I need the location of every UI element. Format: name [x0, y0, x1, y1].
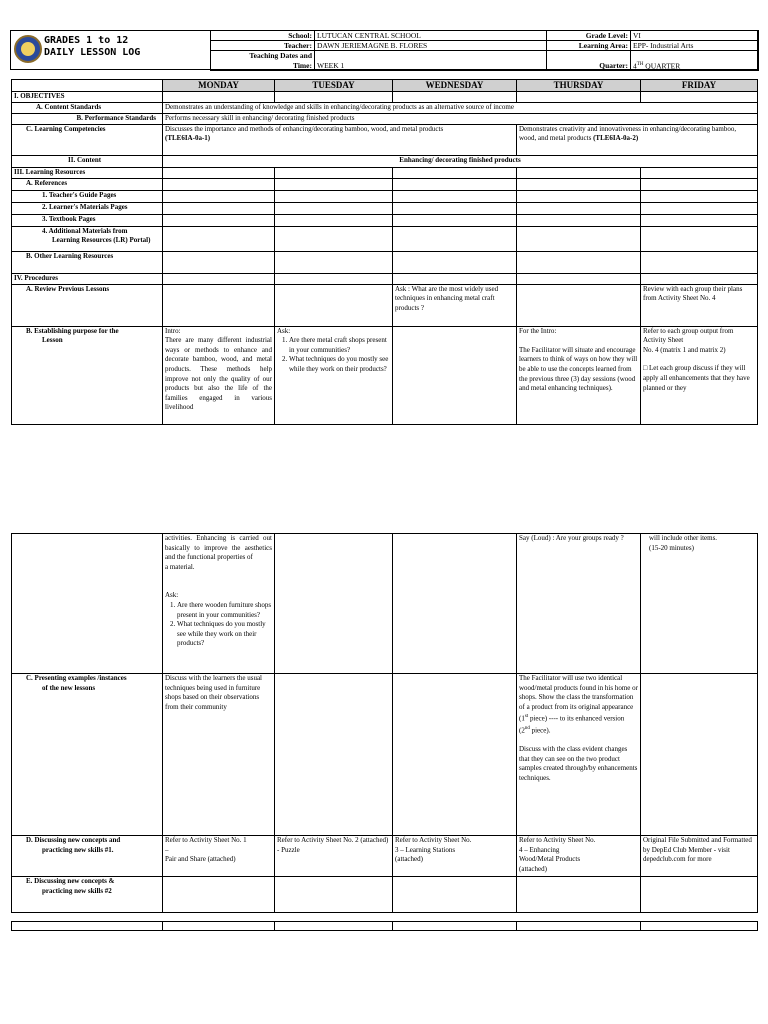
- procedures-label: IV. Procedures: [12, 273, 163, 284]
- purpose-fri-line1: Refer to each group output from Activity Sheet No. 4 (matrix 1 and matrix 2): [643, 326, 734, 354]
- presenting-monday: Discuss with the learners the usual techniques being used in furniture shops based on their observations from their community: [163, 674, 275, 836]
- presenting-label-line2: of the new lessons: [42, 683, 96, 692]
- presenting-label-line1: C. Presenting examples /instances: [26, 674, 127, 682]
- teachers-guide-label: 1. Teacher's Guide Pages: [12, 190, 163, 202]
- continued-thursday: Say (Loud) : Are your groups ready ?: [517, 534, 641, 674]
- comp-left-text: Discusses the importance and methods of enhancing/decorating bamboo, wood, and metal products: [165, 124, 444, 133]
- purpose-thursday: For the Intro: The Facilitator will situate and encourage learners to think of ways on how they will be able to use the concepts learned from the previous three (3) day sessions (wood and metal enhancing techniques).: [517, 326, 641, 424]
- present-thu-3: (2: [519, 726, 525, 735]
- day-header-thursday: THURSDAY: [517, 80, 641, 92]
- comp-left-code: (TLE6IA-0a-1): [165, 134, 211, 143]
- school-label: School:: [211, 31, 315, 41]
- grade-value: VI: [631, 31, 759, 41]
- learning-competencies-label: C. Learning Competencies: [12, 124, 163, 155]
- textbook-pages-label: 3. Textbook Pages: [12, 214, 163, 226]
- discussing-2-line1: E. Discussing new concepts &: [26, 877, 115, 885]
- discussing-1-monday: Refer to Activity Sheet No. 1 – Pair and Share (attached): [163, 836, 275, 877]
- purpose-friday: [641, 326, 758, 424]
- lesson-log-table-page1: [11, 79, 758, 425]
- references-label: A. References: [12, 178, 163, 190]
- purpose-monday: Intro: There are many different industrial ways or methods to enhance and decorate bamboo, wood, and metal products. These methods help improve not only the quality of our products but also the life of the families engaged in various livelihood: [163, 326, 275, 424]
- content-standards-value: Demonstrates an understanding of knowledge and skills in enhancing/decorating products as an alternative source of income: [163, 102, 758, 113]
- cont-mon-ask: Ask:: [165, 591, 179, 600]
- present-thu-sup2: nd: [524, 726, 530, 732]
- discussing-1-tuesday: Refer to Activity Sheet No. 2 (attached) - Puzzle: [275, 836, 393, 877]
- discussing-2-line2: practicing new skills #2: [42, 886, 112, 895]
- day-header-tuesday: TUESDAY: [275, 80, 393, 92]
- present-thu-5: Discuss with the class evident changes that they can see on the two product samples created through/by enhancements techniques.: [519, 745, 638, 782]
- area-label: Learning Area:: [547, 41, 631, 51]
- present-thu-2: piece) ---- to its enhanced version: [528, 714, 625, 723]
- dates-label-line1: Teaching Dates and: [249, 51, 312, 60]
- additional-materials-line2: Learning Resources (LR) Portal): [52, 236, 151, 245]
- continued-friday: will include other items. (15-20 minutes): [641, 534, 758, 674]
- header-info-table: [210, 30, 759, 71]
- content-label: II. Content: [12, 155, 163, 167]
- purpose-fri-line2: □ Let each group discuss if they will apply all enhancements that they have planned or they: [643, 364, 750, 392]
- performance-standards-label: B. Performance Standards: [12, 113, 163, 124]
- presenting-examples-label: [12, 674, 163, 836]
- additional-materials-label: [12, 226, 163, 251]
- quarter-number: 4: [633, 61, 637, 70]
- title-line-1: GRADES 1 to 12: [44, 35, 129, 46]
- comp-right-text: Demonstrates creativity and innovativeness in enhancing/decorating bamboo, wood, and metal products: [519, 124, 737, 143]
- learners-materials-label: 2. Learner's Materials Pages: [12, 202, 163, 214]
- objectives-label: I. OBJECTIVES: [12, 92, 163, 103]
- additional-materials-line1: 4. Additional Materials from: [42, 226, 128, 235]
- dates-label: [211, 51, 315, 71]
- purpose-tue-item-1: 1. Are there metal craft shops present in your communities?: [289, 336, 390, 355]
- corner-cell: [12, 80, 163, 92]
- content-value: Enhancing/ decorating finished products: [163, 155, 758, 167]
- review-friday: Review with each group their plans from Activity Sheet No. 4: [641, 284, 758, 326]
- lesson-log-table-trailing: [11, 921, 758, 931]
- learning-competencies-right: [517, 124, 758, 155]
- quarter-word: QUARTER: [645, 61, 681, 70]
- discussing-1-label: [12, 836, 163, 877]
- discussing-1-friday: Original File Submitted and Formatted by DepEd Club Member - visit depedclub.com for more: [641, 836, 758, 877]
- performance-standards-value: Performs necessary skill in enhancing/ decorating finished products: [163, 113, 758, 124]
- day-header-monday: MONDAY: [163, 80, 275, 92]
- cont-mon-item-1: 1. Are there wooden furniture shops present in your communities?: [177, 601, 272, 620]
- dates-value: WEEK 1: [315, 51, 547, 71]
- other-resources-label: B. Other Learning Resources: [12, 251, 163, 273]
- review-wednesday: Ask : What are the most widely used techniques in enhancing metal craft products ?: [393, 284, 517, 326]
- quarter-suffix: TH: [636, 61, 644, 67]
- day-header-wednesday: WEDNESDAY: [393, 80, 517, 92]
- dates-label-line2: Time:: [292, 60, 312, 70]
- learning-resources-label: III. Learning Resources: [12, 167, 163, 178]
- content-standards-label: A. Content Standards: [12, 102, 163, 113]
- continued-monday: [163, 534, 275, 674]
- lesson-log-table-page2: [11, 533, 758, 913]
- day-header-friday: FRIDAY: [641, 80, 758, 92]
- quarter-value: [631, 51, 759, 71]
- teacher-value: DAWN JERIEMAGNE B. FLORES: [315, 41, 547, 51]
- area-value: EPP- Industrial Arts: [631, 41, 759, 51]
- title-line-2: DAILY LESSON LOG: [44, 47, 141, 58]
- purpose-label-line2: Lesson: [42, 336, 63, 345]
- cont-mon-item-2: 2. What techniques do you mostly see while they work on their products?: [177, 620, 272, 649]
- purpose-tue-item-2: 2. What techniques do you mostly see while they work on their products?: [289, 355, 390, 374]
- review-lessons-label: A. Review Previous Lessons: [12, 284, 163, 326]
- quarter-label: Quarter:: [547, 51, 631, 71]
- purpose-tue-ask: Ask:: [277, 326, 291, 335]
- continued-label-cell: [12, 534, 163, 674]
- teacher-label: Teacher:: [211, 41, 315, 51]
- cont-mon-text: activities. Enhancing is carried out basically to improve the aesthetics and the functional properties of a material.: [165, 534, 272, 571]
- purpose-label: [12, 326, 163, 424]
- purpose-tuesday: [275, 326, 393, 424]
- discussing-1-line2: practicing new skills #1.: [42, 845, 114, 854]
- grade-label: Grade Level:: [547, 31, 631, 41]
- present-thu-4: piece).: [529, 726, 551, 735]
- discussing-1-wednesday: Refer to Activity Sheet No. 3 – Learning Stations (attached): [393, 836, 517, 877]
- comp-right-code: (TLE6IA-0a-2): [593, 134, 639, 143]
- present-thu-1: The Facilitator will use two identical wood/metal products found in his home or shops. Show the class the transformation of a product from its original appearance (1: [519, 674, 638, 723]
- purpose-label-line1: B. Establishing purpose for the: [26, 326, 119, 335]
- discussing-1-line1: D. Discussing new concepts and: [26, 836, 121, 844]
- present-thu-sup1: st: [524, 714, 529, 720]
- discussing-2-label: [12, 877, 163, 913]
- presenting-thursday: [517, 674, 641, 836]
- discussing-1-thursday: Refer to Activity Sheet No. 4 – Enhancing Wood/Metal Products (attached): [517, 836, 641, 877]
- learning-competencies-left: [163, 124, 517, 155]
- school-value: LUTUCAN CENTRAL SCHOOL: [315, 31, 547, 41]
